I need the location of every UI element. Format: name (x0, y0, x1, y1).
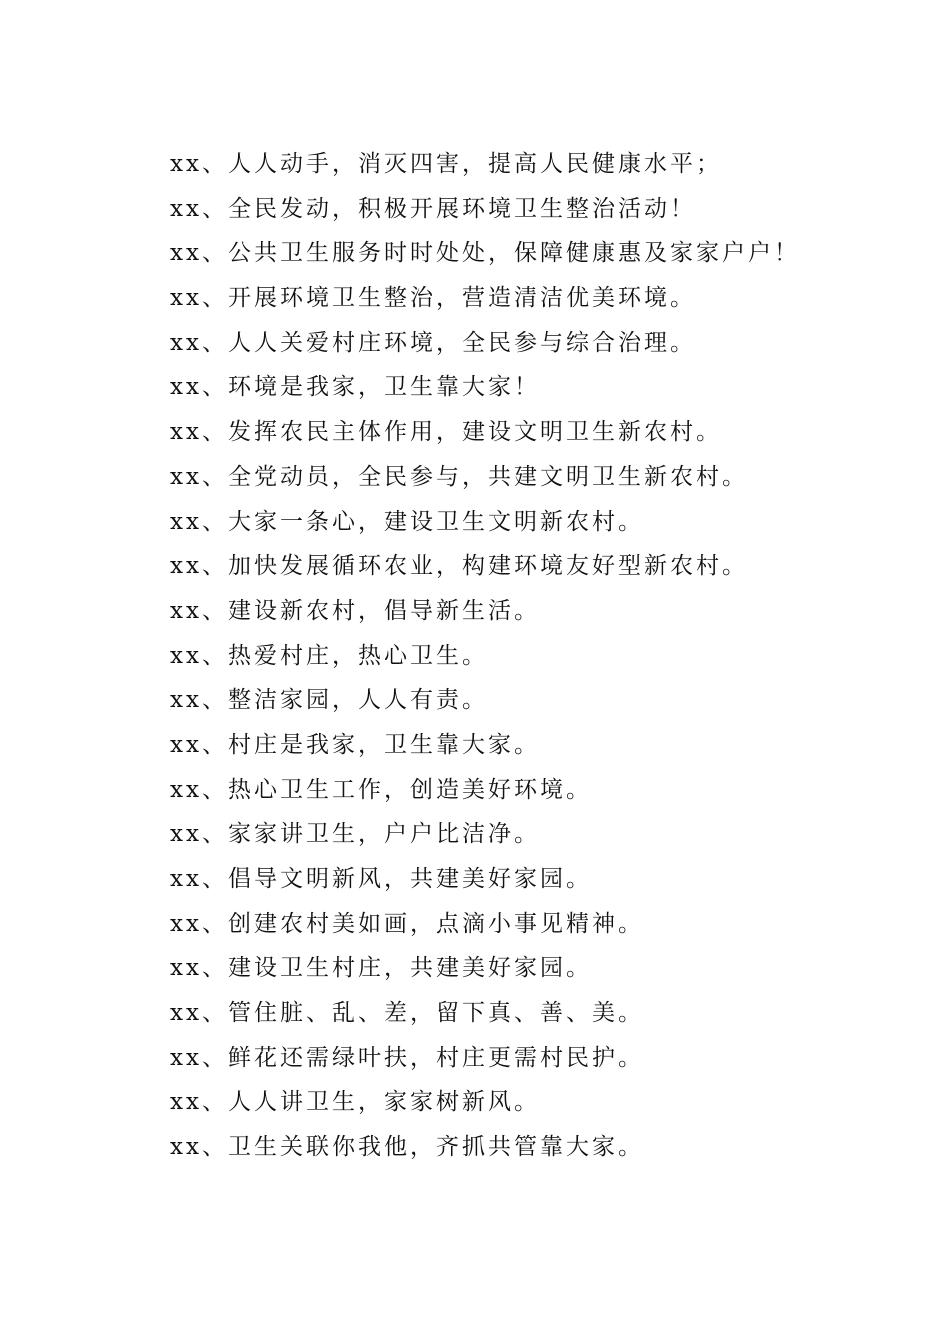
slogan-line: xx、大家一条心，建设卫生文明新农村。 (170, 508, 644, 535)
slogan-line: xx、家家讲卫生，户户比洁净。 (170, 821, 540, 848)
slogan-line: xx、卫生关联你我他，齐抓共管靠大家。 (170, 1134, 644, 1161)
slogan-line: xx、鲜花还需绿叶扶，村庄更需村民护。 (170, 1044, 644, 1071)
slogan-line: xx、倡导文明新风，共建美好家园。 (170, 866, 592, 892)
slogan-line: xx、全民发动，积极开展环境卫生整治活动！ (170, 195, 696, 222)
slogan-line: xx、人人关爱村庄环境，全民参与综合治理。 (170, 329, 696, 356)
slogan-list (170, 142, 870, 1170)
slogan-line: xx、公共卫生服务时时处处，保障健康惠及家家户户！ (170, 240, 800, 267)
slogan-line: xx、热爱村庄，热心卫生。 (170, 642, 488, 669)
slogan-line: xx、人人讲卫生，家家树新风。 (170, 1089, 540, 1116)
slogan-line: xx、开展环境卫生整治，营造清洁优美环境。 (170, 285, 696, 312)
slogan-line: xx、全党动员，全民参与，共建文明卫生新农村。 (170, 463, 748, 490)
slogan-line: xx、建设卫生村庄，共建美好家园。 (170, 955, 592, 982)
slogan-line: xx、环境是我家，卫生靠大家！ (170, 374, 540, 401)
slogan-line: xx、创建农村美如画，点滴小事见精神。 (170, 910, 644, 937)
slogan-line: xx、整洁家园，人人有责。 (170, 687, 488, 714)
slogan-line: xx、村庄是我家，卫生靠大家。 (170, 731, 540, 758)
slogan-line: xx、加快发展循环农业，构建环境友好型新农村。 (170, 553, 748, 580)
slogan-line: xx、热心卫生工作，创造美好环境。 (170, 776, 592, 803)
slogan-line: xx、建设新农村，倡导新生活。 (170, 597, 540, 624)
slogan-line: xx、管住脏、乱、差，留下真、善、美。 (170, 1000, 644, 1027)
slogan-line: xx、人人动手，消灭四害，提高人民健康水平； (170, 151, 722, 177)
slogan-line: xx、发挥农民主体作用，建设文明卫生新农村。 (170, 419, 722, 446)
